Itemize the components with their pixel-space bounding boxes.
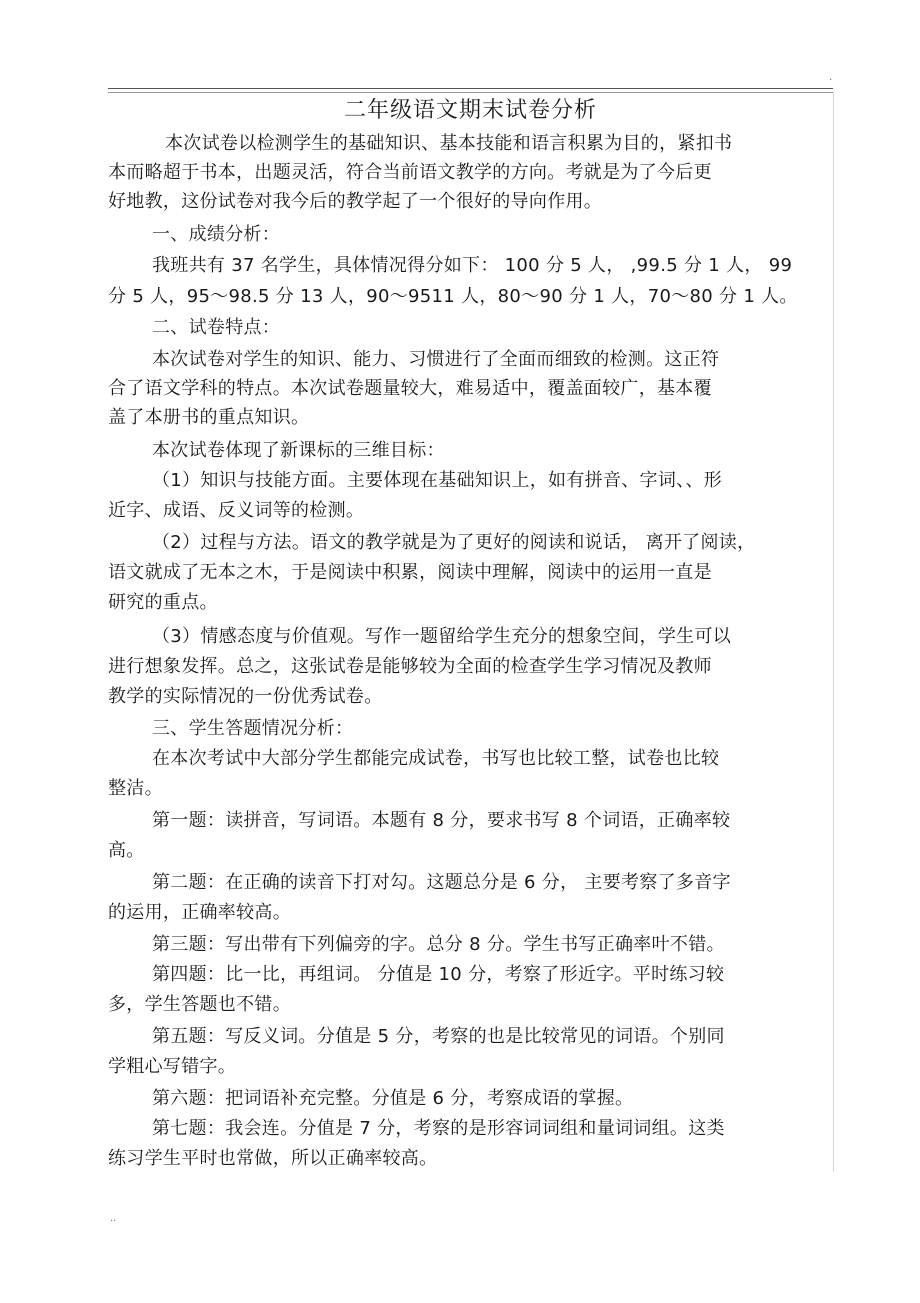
paragraph-line: 第六题：把词语补充完整。分值是 6 分，考察成语的掌握。 (152, 1088, 634, 1109)
section-heading: 二、试卷特点： (152, 317, 281, 338)
paragraph-line: 本次试卷对学生的知识、能力、习惯进行了全面而细致的检测。这正符 (152, 349, 720, 370)
paragraph-line: 近字、成语、反义词等的检测。 (108, 500, 365, 521)
paragraph-line: 我班共有 37 名学生，具体情况得分如下： 100 分 5 人， ,99.5 分 1 人， 99 (152, 255, 793, 276)
paragraph-line: 第三题：写出带有下列偏旁的字。总分 8 分。学生书写正确率叶不错。 (152, 934, 725, 955)
paragraph-line: 第一题：读拼音，写词语。本题有 8 分，要求书写 8 个词语，正确率较 (152, 810, 731, 831)
paragraph-line: 盖了本册书的重点知识。 (108, 407, 310, 428)
paragraph-line: 本次试卷以检测学生的基础知识、基本技能和语言积累为目的，紧扣书 (165, 133, 733, 154)
header-rule (108, 88, 833, 89)
corner-mark-bottom: .. (110, 1213, 117, 1224)
paragraph-line: 语文就成了无本之木，于是阅读中积累，阅读中理解，阅读中的运用一直是 (108, 562, 712, 583)
paragraph-line: 好地教，这份试卷对我今后的教学起了一个很好的导向作用。 (108, 191, 603, 212)
paragraph-line: 合了语文学科的特点。本次试卷题量较大，难易适中，覆盖面较广，基本覆 (108, 378, 712, 399)
paragraph-line: 的运用，正确率较高。 (108, 902, 291, 923)
paragraph-line: 练习学生平时也常做，所以正确率较高。 (108, 1148, 438, 1169)
paragraph-line: 学粗心写错字。 (108, 1056, 237, 1077)
paragraph-line: （1）知识与技能方面。主要体现在基础知识上，如有拼音、字词、、形 (152, 470, 723, 491)
header-rule-secondary (108, 92, 833, 93)
paragraph-line: 第四题：比一比，再组词。 分值是 10 分，考察了形近字。平时练习较 (152, 964, 725, 985)
paragraph-line: 研究的重点。 (108, 592, 218, 613)
paragraph-line: 在本次考试中大部分学生都能完成试卷，书写也比较工整，试卷也比较 (152, 748, 720, 769)
paragraph-line: 高。 (108, 840, 145, 861)
section-heading: 三、学生答题情况分析： (152, 718, 354, 739)
paragraph-line: 本而略超于书本，出题灵活，符合当前语文教学的方向。考就是为了今后更 (108, 162, 712, 183)
paragraph-line: 第五题：写反义词。分值是 5 分，考察的也是比较常见的词语。个别同 (152, 1026, 725, 1047)
section-heading: 一、成绩分析： (152, 224, 281, 245)
paragraph-line: 进行想象发挥。总之，这张试卷是能够较为全面的检查学生学习情况及教师 (108, 656, 712, 677)
paragraph-line: （3）情感态度与价值观。写作一题留给学生充分的想象空间，学生可以 (152, 626, 732, 647)
paragraph-line: （2）过程与方法。语文的教学就是为了更好的阅读和说话， 离开了阅读， (152, 532, 756, 553)
paragraph-line: 第二题：在正确的读音下打对勾。这题总分是 6 分， 主要考察了多音字 (152, 872, 731, 893)
paragraph-line: 本次试卷体现了新课标的三维目标： (152, 440, 445, 461)
paragraph-line: 多，学生答题也不错。 (108, 994, 291, 1015)
paragraph-line: 分 5 人，95～98.5 分 13 人，90～9511 人，80～90 分 1 人，70～80 分 1 人。 (108, 286, 798, 307)
corner-mark-top: . (829, 72, 833, 83)
paragraph-line: 教学的实际情况的一份优秀试卷。 (108, 686, 383, 707)
paragraph-line: 整洁。 (108, 778, 163, 799)
paragraph-line: 第七题：我会连。分值是 7 分，考察的是形容词词组和量词词组。这类 (152, 1118, 725, 1139)
margin-rule (833, 92, 834, 1172)
page-title: 二年级语文期末试卷分析 (343, 98, 597, 123)
